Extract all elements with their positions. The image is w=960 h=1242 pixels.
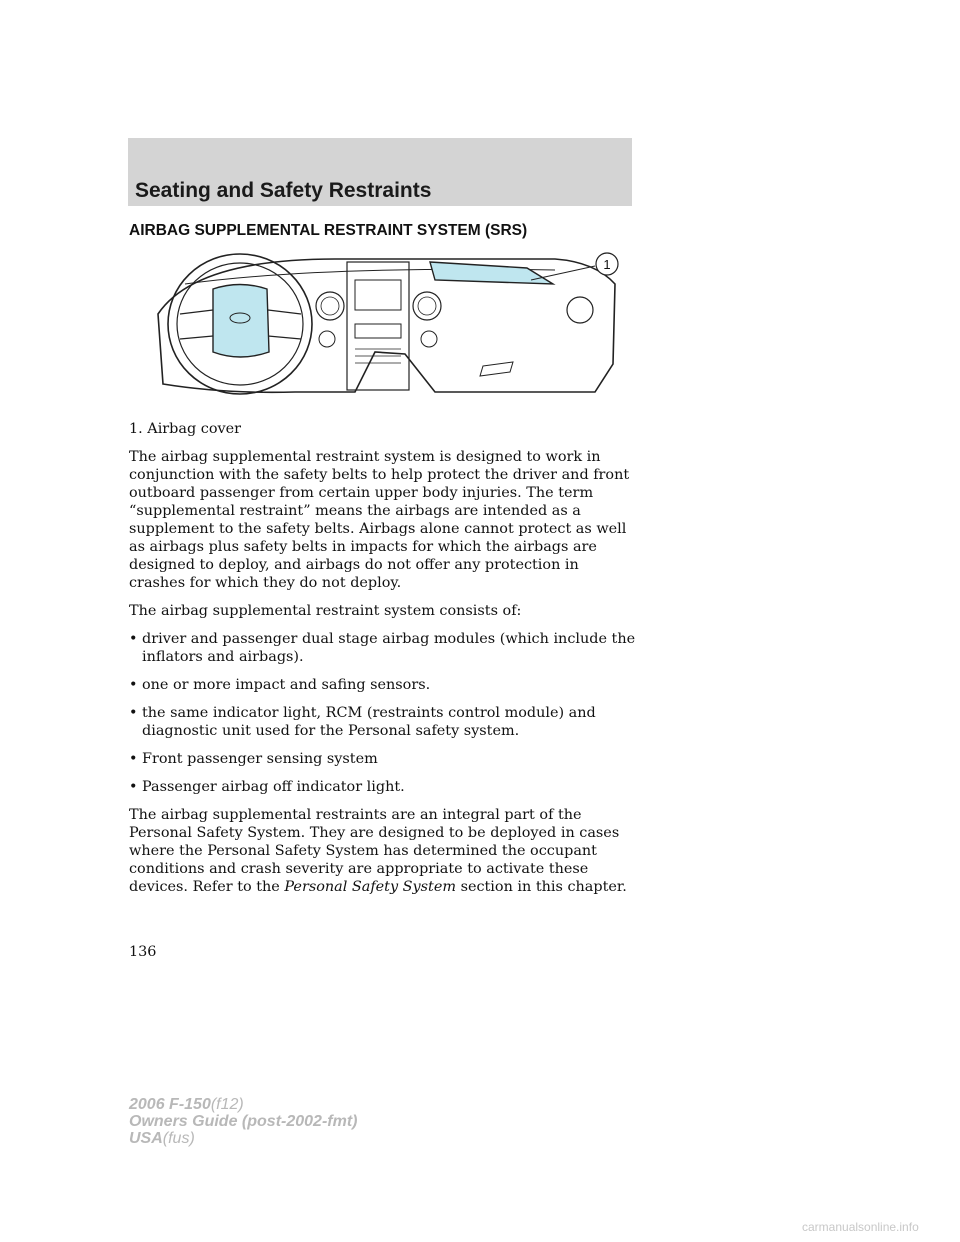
vent-center-right-inner: [418, 297, 436, 315]
airbag-cover-passenger: [430, 262, 553, 284]
knob-left: [319, 331, 335, 347]
callout-number: 1: [603, 257, 611, 272]
dashboard-airbag-illustration: [155, 244, 635, 404]
steering-spoke-left: [180, 310, 213, 339]
climate-controls: [355, 324, 401, 338]
center-stack: [347, 262, 409, 390]
page-header-title: Seating and Safety Restraints: [135, 179, 432, 202]
bullet-glyph: •: [129, 677, 138, 693]
watermark: carmanualsonline.info: [802, 1220, 919, 1234]
body-text: [129, 420, 639, 906]
vent-left-inner: [321, 297, 339, 315]
airbag-cover-driver: [213, 285, 269, 358]
bullet-glyph: •: [129, 631, 138, 647]
paragraph-consists-of: The airbag supplemental restraint system consists of:: [129, 603, 522, 619]
paragraph-intro: The airbag supplemental restraint system is designed to work in conjunction with the safety belts to help protect the driver and front outboard passenger from certain upper body injuries. The term “supplemental restraint” means the airbags are intended as a supplement to the safety belts. Airbags alone cannot protect as well as airbags plus safety belts in impacts for which the airbags are designed to deploy, and airbags do not offer any protection in crashes for which they do not deploy.: [129, 449, 630, 591]
list-item: • Passenger airbag off indicator light.: [129, 779, 405, 795]
vent-center-right: [413, 292, 441, 320]
vent-left: [316, 292, 344, 320]
paragraph-integral: The airbag supplemental restraints are an integral part of the Personal Safety System. They are designed to be deployed in cases where the Personal Safety System has determined the occupant conditions and crash severity are appropriate to activate these devices. Refer to the Personal Safety System section in this chapter.: [129, 807, 627, 895]
figure-caption: 1. Airbag cover: [129, 421, 242, 437]
list-item: • driver and passenger dual stage airbag modules (which include the inflators and airbags).: [129, 631, 636, 665]
bullet-glyph: •: [129, 779, 138, 795]
steering-spoke-right: [268, 310, 301, 339]
list-item: • Front passenger sensing system: [129, 751, 378, 767]
footer-doc-info: 2006 F-150(f12) Owners Guide (post-2002-fmt) USA(fus): [129, 1096, 358, 1147]
bullet-glyph: •: [129, 705, 138, 721]
knob-right: [421, 331, 437, 347]
vent-right: [567, 297, 593, 323]
component-list: [129, 630, 639, 796]
radio-unit: [355, 280, 401, 310]
glove-box-handle: [480, 362, 513, 376]
list-item: • one or more impact and safing sensors.: [129, 677, 431, 693]
section-title: AIRBAG SUPPLEMENTAL RESTRAINT SYSTEM (SRS): [129, 222, 528, 239]
list-item: • the same indicator light, RCM (restraints control module) and diagnostic unit used for the Personal safety system.: [129, 705, 596, 739]
personal-safety-system-reference: Personal Safety System: [284, 879, 456, 895]
bullet-glyph: •: [129, 751, 138, 767]
callout-leader: [531, 266, 595, 280]
page-number: 136: [129, 944, 157, 960]
center-stack-lines: [355, 349, 401, 363]
